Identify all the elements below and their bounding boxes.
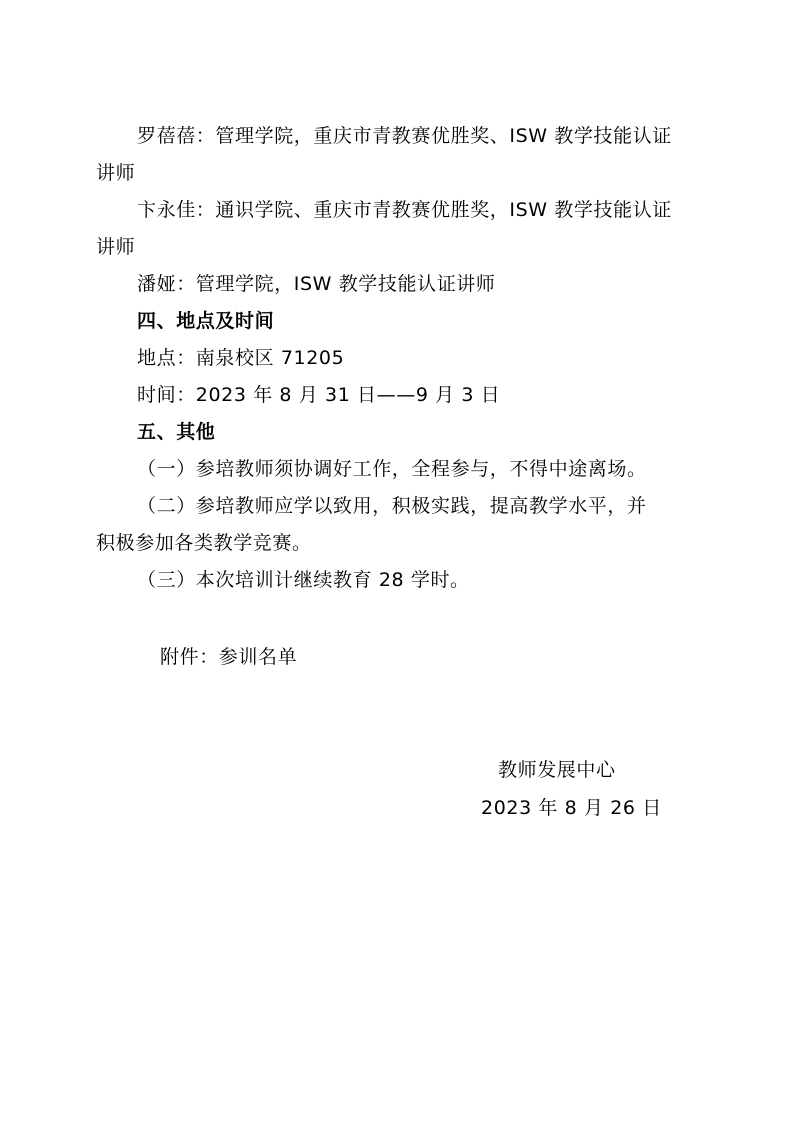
instructor-bian-line1: 卞永佳：通识学院、重庆市青教赛优胜奖，ISW 教学技能认证 xyxy=(137,199,672,221)
location-line: 地点：南泉校区 71205 xyxy=(137,347,345,369)
other-item-1: （一）参培教师须协调好工作，全程参与，不得中途离场。 xyxy=(137,458,647,480)
attachment-note: 附件：参训名单 xyxy=(160,646,298,668)
other-item-2-line2: 积极参加各类教学竞赛。 xyxy=(96,532,312,554)
section4-heading: 四、地点及时间 xyxy=(137,310,275,332)
instructor-luo-line1: 罗蓓蓓：管理学院，重庆市青教赛优胜奖、ISW 教学技能认证 xyxy=(137,125,672,147)
signature-date: 2023 年 8 月 26 日 xyxy=(481,797,662,819)
time-line: 时间：2023 年 8 月 31 日——9 月 3 日 xyxy=(137,384,501,406)
signature-org: 教师发展中心 xyxy=(498,759,616,781)
instructor-bian-line2: 讲师 xyxy=(96,236,136,258)
other-item-3: （三）本次培训计继续教育 28 学时。 xyxy=(137,569,470,591)
other-item-2-line1: （二）参培教师应学以致用，积极实践，提高教学水平，并 xyxy=(137,495,647,517)
section5-heading: 五、其他 xyxy=(137,421,216,443)
instructor-luo-line2: 讲师 xyxy=(96,162,136,184)
instructor-pan: 潘娅：管理学院，ISW 教学技能认证讲师 xyxy=(137,273,496,295)
